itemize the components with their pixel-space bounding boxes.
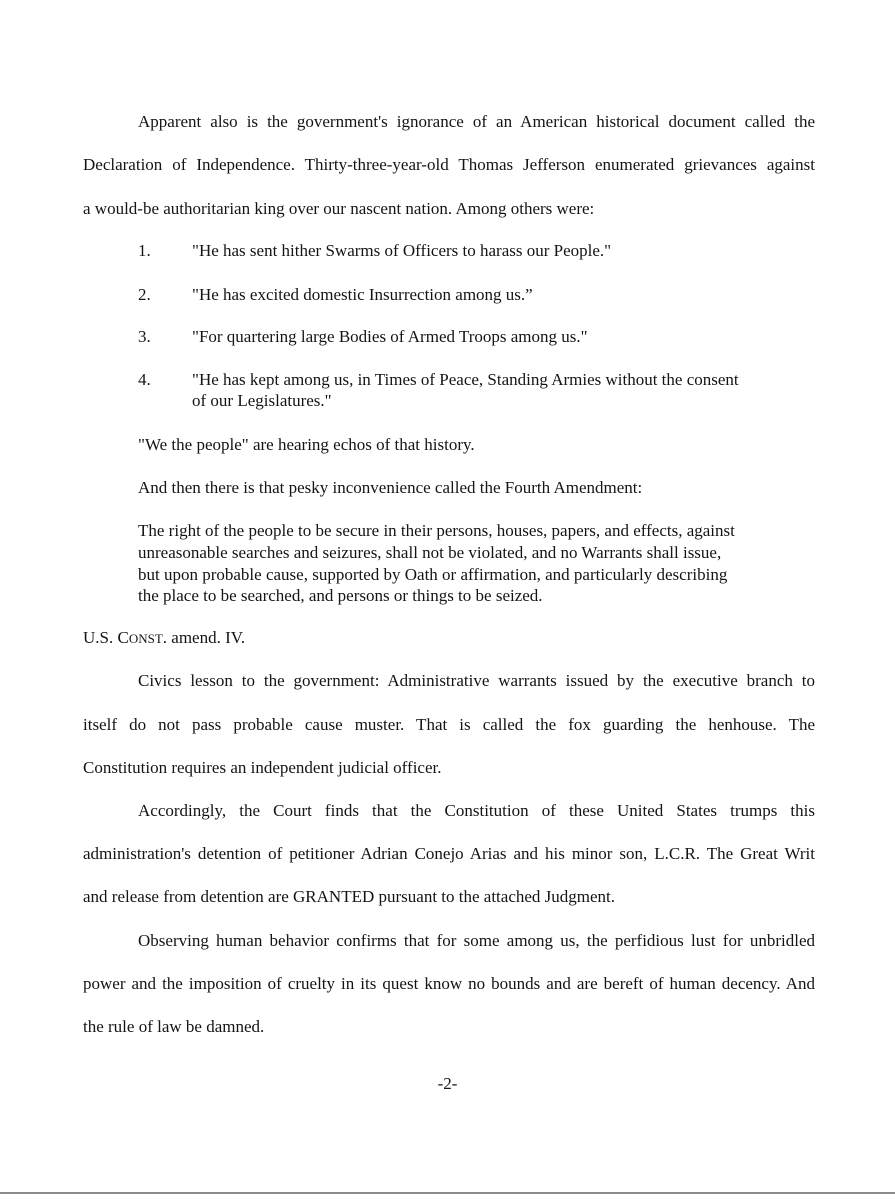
paragraph-observing-line-3: the rule of law be damned. [83,1017,265,1036]
paragraph-observing-line-2: power and the imposition of cruelty in its quest know no bounds and are bereft of human decency. And [83,974,815,993]
citation-suffix: . amend. IV. [162,628,246,647]
grievance-text-4-line-2: of our Legislatures." [192,391,332,410]
amendment-quote-line-3: but upon probable cause, supported by Oath or affirmation, and particularly describing [138,565,728,584]
amendment-quote-line-1: The right of the people to be secure in their persons, houses, papers, and effects, against [138,521,735,540]
paragraph-accordingly-line-1: Accordingly, the Court finds that the Constitution of these United States trumps this [138,801,815,820]
amendment-quote-line-4: the place to be searched, and persons or things to be seized. [138,586,543,605]
grievance-number-2: 2. [138,285,151,304]
grievance-number-4: 4. [138,370,151,389]
echo-sentence: "We the people" are hearing echos of that history. [138,435,475,454]
grievance-text-3: "For quartering large Bodies of Armed Troops among us." [192,327,588,346]
paragraph-declaration-line-2: Declaration of Independence. Thirty-three-year-old Thomas Jefferson enumerated grievances against [83,155,815,174]
fourth-amendment-intro: And then there is that pesky inconvenience called the Fourth Amendment: [138,478,643,497]
paragraph-declaration-line-1: Apparent also is the government's ignorance of an American historical document called the [138,112,815,131]
amendment-quote-line-2: unreasonable searches and seizures, shall not be violated, and no Warrants shall issue, [138,543,722,562]
citation [83,627,815,650]
paragraph-accordingly-line-2: administration's detention of petitioner Adrian Conejo Arias and his minor son, L.C.R. The Great Writ [83,844,815,863]
page-bottom-edge [0,1192,895,1194]
citation-small-caps: ONST [128,631,163,646]
paragraph-accordingly-line-3: and release from detention are GRANTED pursuant to the attached Judgment. [83,887,616,906]
paragraph-civics-line-2: itself do not pass probable cause muster. That is called the fox guarding the henhouse. The [83,715,815,734]
paragraph-civics-line-1: Civics lesson to the government: Administrative warrants issued by the executive branch to [138,671,815,690]
citation-prefix: U.S. C [83,628,129,647]
paragraph-declaration-line-3: a would-be authoritarian king over our nascent nation. Among others were: [83,199,595,218]
grievance-number-3: 3. [138,327,151,346]
grievance-text-1: "He has sent hither Swarms of Officers to harass our People." [192,241,612,260]
grievance-text-4-line-1: "He has kept among us, in Times of Peace, Standing Armies without the consent [192,370,739,389]
paragraph-observing-line-1: Observing human behavior confirms that for some among us, the perfidious lust for unbridled [138,931,815,950]
page-number: -2- [437,1074,458,1093]
paragraph-civics-line-3: Constitution requires an independent judicial officer. [83,758,442,777]
grievance-text-2: "He has excited domestic Insurrection among us.” [192,285,533,304]
grievance-number-1: 1. [138,241,151,260]
